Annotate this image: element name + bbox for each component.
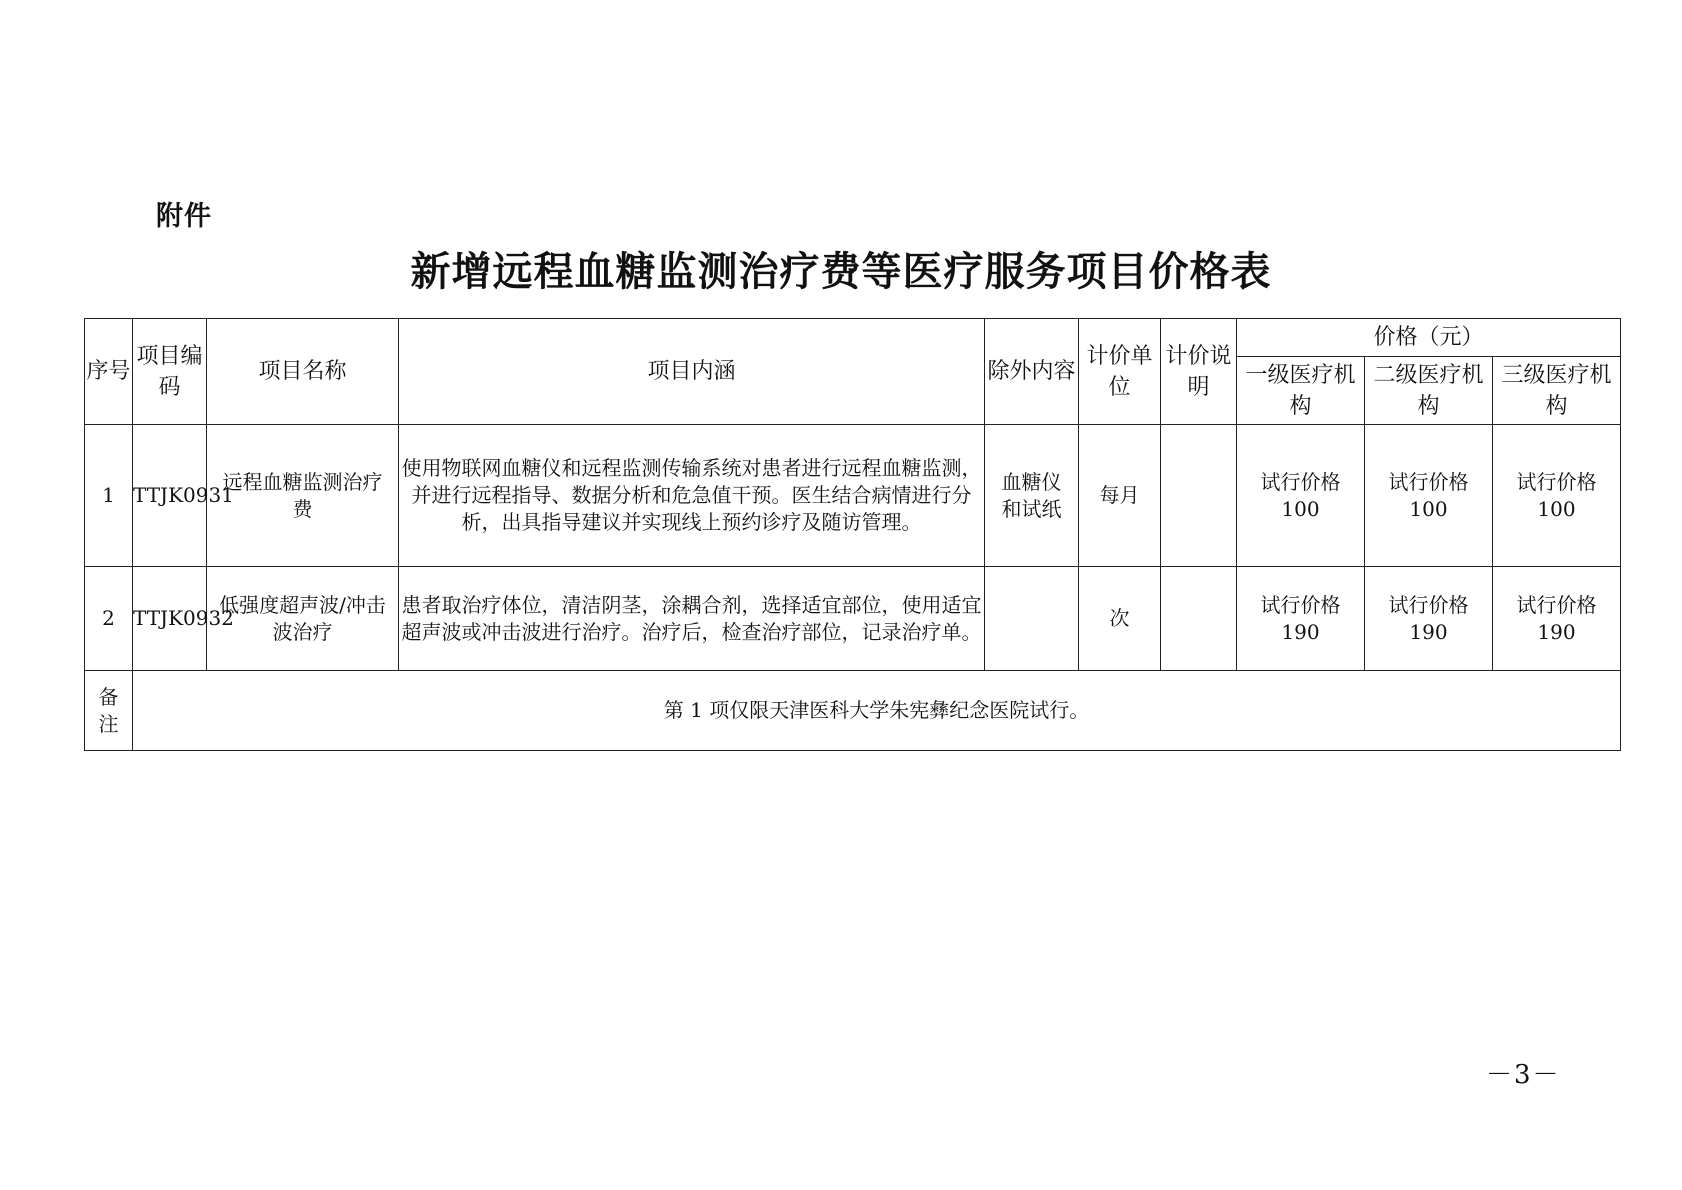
page-number: －3－ [1486, 1060, 1561, 1090]
row-name: 低强度超声波/冲击波治疗 [207, 567, 399, 671]
row-content: 患者取治疗体位，清洁阴茎，涂耦合剂，选择适宜部位，使用适宜超声波或冲击波进行治疗。治疗后，检查治疗部位，记录治疗单。 [399, 567, 985, 671]
page-title: 新增远程血糖监测治疗费等医疗服务项目价格表 [410, 248, 1272, 295]
header-name: 项目名称 [207, 319, 399, 425]
header-price-group: 价格（元） [1237, 319, 1621, 357]
row-price-level1: 试行价格100 [1237, 425, 1365, 567]
header-level2: 二级医疗机构 [1365, 357, 1493, 425]
row-content: 使用物联网血糖仪和远程监测传输系统对患者进行远程血糖监测，并进行远程指导、数据分析和危急值干预。医生结合病情进行分析，出具指导建议并实现线上预约诊疗及随访管理。 [399, 425, 985, 567]
row-price-level3: 试行价格100 [1493, 425, 1621, 567]
row-exclusions: 血糖仪和试纸 [985, 425, 1079, 567]
header-level1: 一级医疗机构 [1237, 357, 1365, 425]
header-exclusions: 除外内容 [985, 319, 1079, 425]
remark-label: 备注 [85, 671, 133, 751]
row-price-level1: 试行价格190 [1237, 567, 1365, 671]
row-price-level2: 试行价格100 [1365, 425, 1493, 567]
header-level3: 三级医疗机构 [1493, 357, 1621, 425]
row-code: TTJK0931 [133, 425, 207, 567]
table-row [85, 425, 1621, 567]
remark-text: 第 1 项仅限天津医科大学朱宪彝纪念医院试行。 [133, 671, 1621, 751]
header-row [85, 319, 1621, 357]
row-unit: 次 [1079, 567, 1161, 671]
header-seq: 序号 [85, 319, 133, 425]
row-unit: 每月 [1079, 425, 1161, 567]
header-note: 计价说明 [1161, 319, 1237, 425]
row-seq: 2 [85, 567, 133, 671]
price-table [84, 318, 1621, 751]
header-content: 项目内涵 [399, 319, 985, 425]
row-code: TTJK0932 [133, 567, 207, 671]
row-note [1161, 425, 1237, 567]
remark-row [85, 671, 1621, 751]
row-price-level2: 试行价格190 [1365, 567, 1493, 671]
header-unit: 计价单位 [1079, 319, 1161, 425]
row-price-level3: 试行价格190 [1493, 567, 1621, 671]
header-code: 项目编码 [133, 319, 207, 425]
row-name: 远程血糖监测治疗费 [207, 425, 399, 567]
attachment-label: 附件 [156, 201, 212, 232]
table-row [85, 567, 1621, 671]
row-note [1161, 567, 1237, 671]
row-exclusions [985, 567, 1079, 671]
row-seq: 1 [85, 425, 133, 567]
